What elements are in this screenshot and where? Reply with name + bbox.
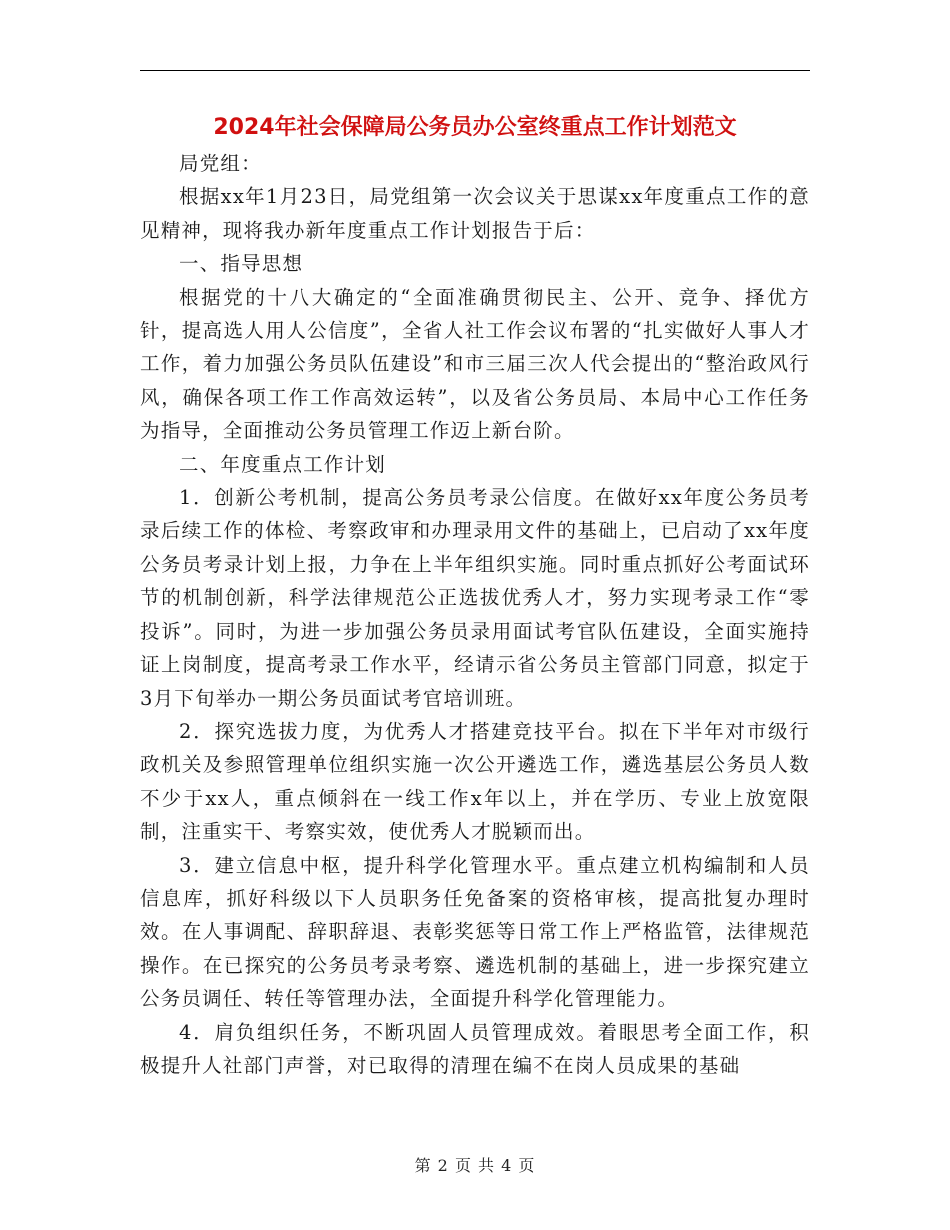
page-footer: 第 2 页 共 4 页 <box>414 1156 536 1175</box>
document-body <box>140 147 810 1082</box>
plan-item-4: 4．肩负组织任务，不断巩固人员管理成效。着眼思考全面工作，积极提升人社部门声誉，对已取得的清理在编不在岗人员成果的基础 <box>140 1020 810 1077</box>
plan-item-1: 1．创新公考机制，提高公务员考录公信度。在做好xx年度公务员考录后续工作的体检、考察政审和办理录用文件的基础上，已启动了xx年度公务员考录计划上报，力争在上半年组织实施。同时重点抓好公考面试环节的机制创新，科学法律规范公正选拔优秀人才，努力实现考录工作“零投诉”。同时，为进一步加强公务员录用面试考官队伍建设，全面实施持证上岗制度，提高考录工作水平，经请示省公务员主管部门同意，拟定于3月下旬举办一期公务员面试考官培训班。 <box>140 486 810 710</box>
plan-item-2: 2．探究选拔力度，为优秀人才搭建竞技平台。拟在下半年对市级行政机关及参照管理单位组织实施一次公开遴选工作，遴选基层公务员人数不少于xx人，重点倾斜在一线工作x年以上，并在学历、专业上放宽限制，注重实干、考察实效，使优秀人才脱颖而出。 <box>140 719 810 844</box>
section-heading-work-plan: 二、年度重点工作计划 <box>179 452 387 476</box>
salutation: 局党组： <box>179 152 262 175</box>
section-heading-guiding-ideology: 一、指导思想 <box>179 252 304 276</box>
document-title: 2024年社会保障局公务员办公室终重点工作计划范文 <box>213 115 737 140</box>
intro-paragraph: 根据xx年1月23日，局党组第一次会议关于思谋xx年度重点工作的意见精神，现将我办新年度重点工作计划报告于后： <box>140 185 810 242</box>
plan-item-3: 3．建立信息中枢，提升科学化管理水平。重点建立机构编制和人员信息库，抓好科级以下人员职务任免备案的资格审核，提高批复办理时效。在人事调配、辞职辞退、表彰奖惩等日常工作上严格监管，法律规范操作。在已探究的公务员考录考察、遴选机制的基础上，进一步探究建立公务员调任、转任等管理办法，全面提升科学化管理能力。 <box>140 853 810 1011</box>
header-rule <box>140 70 810 71</box>
guiding-ideology-paragraph: 根据党的十八大确定的“全面准确贯彻民主、公开、竞争、择优方针，提高选人用人公信度”，全省人社工作会议布署的“扎实做好人事人才工作，着力加强公务员队伍建设”和市三届三次人代会提出的“整治政风行风，确保各项工作工作高效运转”，以及省公务员局、本局中心工作任务为指导，全面推动公务员管理工作迈上新台阶。 <box>140 285 810 443</box>
